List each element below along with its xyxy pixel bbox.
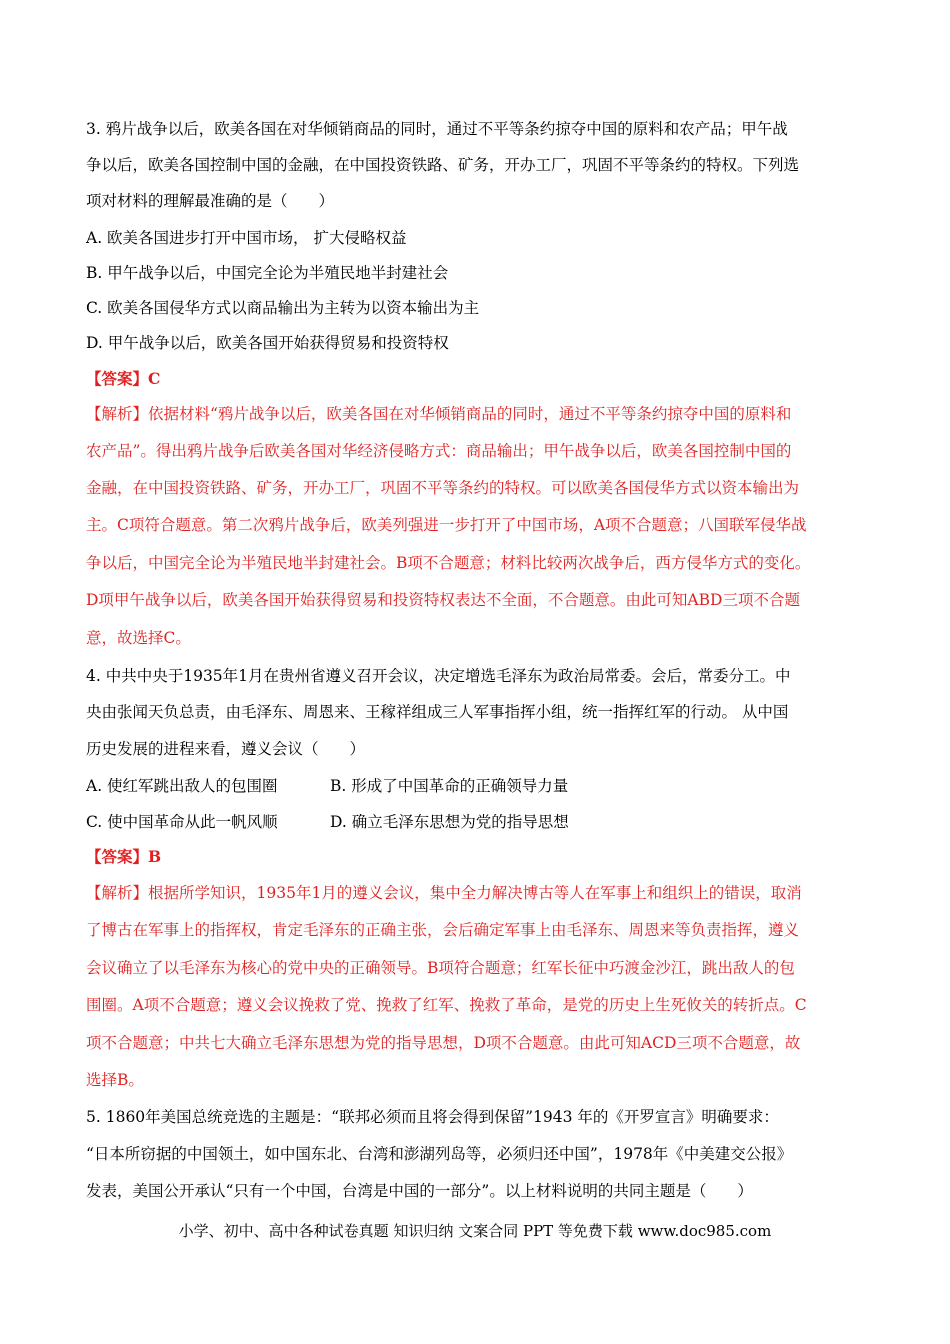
q4-analysis-line-3: 会议确立了以毛泽东为核心的党中央的正确领导。B项符合题意；红军长征中巧渡金沙江，跳出敌人的包 [86, 959, 795, 977]
page-footer: 小学、初中、高中各种试卷真题 知识归纳 文案合同 PPT 等免费下载 www.doc985.com [178, 1222, 772, 1240]
q3-analysis-line-3: 金融，在中国投资铁路、矿务，开办工厂，巩固不平等条约的特权。可以欧美各国侵华方式以资本输出为 [86, 479, 800, 497]
q3-option-d: D. 甲午战争以后，欧美各国开始获得贸易和投资特权 [86, 334, 449, 352]
q5-stem-line-1: 5. 1860年美国总统竞选的主题是：“联邦必须而且将会得到保留”1943 年的《开罗宣言》明确要求： [86, 1108, 779, 1126]
q3-answer: 【答案】C [86, 369, 161, 388]
q3-analysis-line-7: 意，故选择C。 [86, 629, 191, 647]
q4-stem-line-2: 央由张闻天负总责，由毛泽东、周恩来、王稼祥组成三人军事指挥小组，统一指挥红军的行动。 从中国 [86, 703, 789, 721]
q3-option-c: C. 欧美各国侵华方式以商品输出为主转为以资本输出为主 [86, 299, 480, 317]
q3-option-b: B. 甲午战争以后，中国完全论为半殖民地半封建社会 [86, 264, 449, 282]
q4-analysis-line-6: 选择B。 [86, 1071, 144, 1089]
q4-stem-line-1: 4. 中共中央于1935年1月在贵州省遵义召开会议，决定增选毛泽东为政治局常委。会后，常委分工。中 [86, 667, 791, 685]
q4-option-a: A. 使红军跳出敌人的包围圈 [86, 777, 278, 795]
q3-analysis-line-2: 农产品”。得出鸦片战争后欧美各国对华经济侵略方式：商品输出；甲午战争以后，欧美各国控制中国的 [86, 442, 792, 460]
q3-analysis-line-1: 【解析】依据材料“鸦片战争以后，欧美各国在对华倾销商品的同时，通过不平等条约掠夺中国的原料和 [86, 405, 792, 423]
q5-stem-line-2: “日本所窃据的中国领土，如中国东北、台湾和澎湖列岛等，必须归还中国”，1978年《中美建交公报》 [86, 1145, 793, 1163]
q3-stem-line-3: 项对材料的理解最准确的是（ ） [86, 192, 335, 210]
q4-option-d: D. 确立毛泽东思想为党的指导思想 [330, 813, 569, 831]
q4-answer: 【答案】B [86, 847, 162, 866]
q3-stem-line-2: 争以后，欧美各国控制中国的金融，在中国投资铁路、矿务，开办工厂，巩固不平等条约的特权。下列选 [86, 156, 800, 174]
q3-option-a: A. 欧美各国进步打开中国市场， 扩大侵略权益 [86, 229, 407, 247]
q4-option-c: C. 使中国革命从此一帆风顺 [86, 813, 278, 831]
q3-analysis-line-5: 争以后，中国完全论为半殖民地半封建社会。B项不合题意；材料比较两次战争后，西方侵华方式的变化。 [86, 554, 811, 572]
q4-analysis-line-1: 【解析】根据所学知识，1935年1月的遵义会议，集中全力解决博古等人在军事上和组织上的错误，取消 [86, 884, 802, 902]
q4-analysis-line-5: 项不合题意；中共七大确立毛泽东思想为党的指导思想，D项不合题意。由此可知ACD三项不合题意，故 [86, 1034, 801, 1052]
q4-analysis-line-4: 围圈。A项不合题意；遵义会议挽救了党、挽救了红军、挽救了革命，是党的历史上生死攸关的转折点。C [86, 996, 807, 1014]
q3-analysis-line-6: D项甲午战争以后，欧美各国开始获得贸易和投资特权表达不全面，不合题意。由此可知ABD三项不合题 [86, 591, 800, 609]
q4-analysis-line-2: 了博古在军事上的指挥权，肯定毛泽东的正确主张，会后确定军事上由毛泽东、周恩来等负责指挥，遵义 [86, 921, 800, 939]
q3-analysis-line-4: 主。C项符合题意。第二次鸦片战争后，欧美列强进一步打开了中国市场，A项不合题意；八国联军侵华战 [86, 516, 807, 534]
q4-stem-line-3: 历史发展的进程来看，遵义会议（ ） [86, 740, 366, 758]
q4-option-b: B. 形成了中国革命的正确领导力量 [330, 777, 569, 795]
q3-stem-line-1: 3. 鸦片战争以后，欧美各国在对华倾销商品的同时，通过不平等条约掠夺中国的原料和农产品；甲午战 [86, 120, 788, 138]
q5-stem-line-3: 发表，美国公开承认“只有一个中国，台湾是中国的一部分”。以上材料说明的共同主题是（ ） [86, 1182, 753, 1200]
